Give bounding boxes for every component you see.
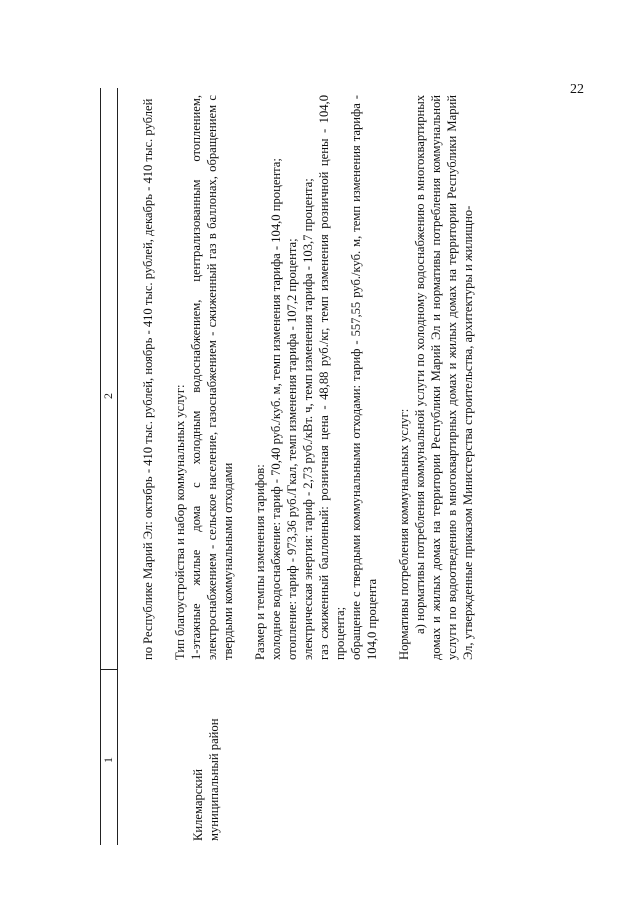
tariff-line: холодное водоснабжение: тариф - 70,40 руб./куб. м, темп изменения тарифа - 104,0 процента; — [269, 158, 283, 660]
block3-title: Нормативы потребления коммунальных услуг: — [397, 408, 411, 660]
column-header-1: 1 — [101, 757, 115, 763]
tariff-line: электрическая энергия: тариф - 2,73 руб./кВт. ч, темп изменения тарифа - 103,7 процента; — [301, 178, 315, 660]
rotated-table — [100, 88, 554, 845]
block2-title: Размер и темпы изменения тарифов: — [253, 464, 267, 660]
tariff-line: обращение с твердыми коммунальными отходами: тариф - 557,55 руб./куб. м, темп изменения тарифа - 104,0 процента — [349, 95, 379, 660]
row-content — [140, 95, 476, 660]
continuation-text: по Республике Марий Эл: октябрь - 410 тыс. рублей, ноябрь - 410 тыс. рублей, декабрь - 410 тыс. рублей — [141, 98, 155, 660]
tariff-line: газ сжиженный баллонный: розничная цена - 48,88 руб./кг, темп изменения розничной цены - 104,0 процента; — [317, 95, 347, 660]
block1-title: Тип благоустройства и набор коммунальных услуг: — [173, 384, 187, 660]
column-divider — [100, 669, 117, 670]
table-top-rule — [100, 88, 101, 845]
block1-text: 1-этажные жилые дома с холодным водоснабжением, централизованным отоплением, электроснабжением - сельское население, газоснабжением - сжиженный газ в баллонах, обращением с твердыми коммунальными отходами — [189, 95, 235, 660]
block3-text: а) нормативы потребления коммунальной услуги по холодному водоснабжению в многоквартирных домах и жилых домах на территории Республики Марий Эл и нормативы потребления коммунальной услуги по водоотведению в многоквартирных домах и жилых домах на территории Республики Марий Эл, утвержденные приказом Министерства строительства, архитектуры и жилищно- — [413, 95, 475, 660]
page-number: 22 — [570, 82, 584, 97]
header-bottom-rule — [117, 88, 118, 845]
column-header-2: 2 — [101, 393, 115, 399]
tariff-line: отопление: тариф - 973,36 руб./Гкал, темп изменения тарифа - 107,2 процента; — [285, 238, 299, 660]
row-label: Килемарский муниципальный район — [191, 718, 221, 841]
